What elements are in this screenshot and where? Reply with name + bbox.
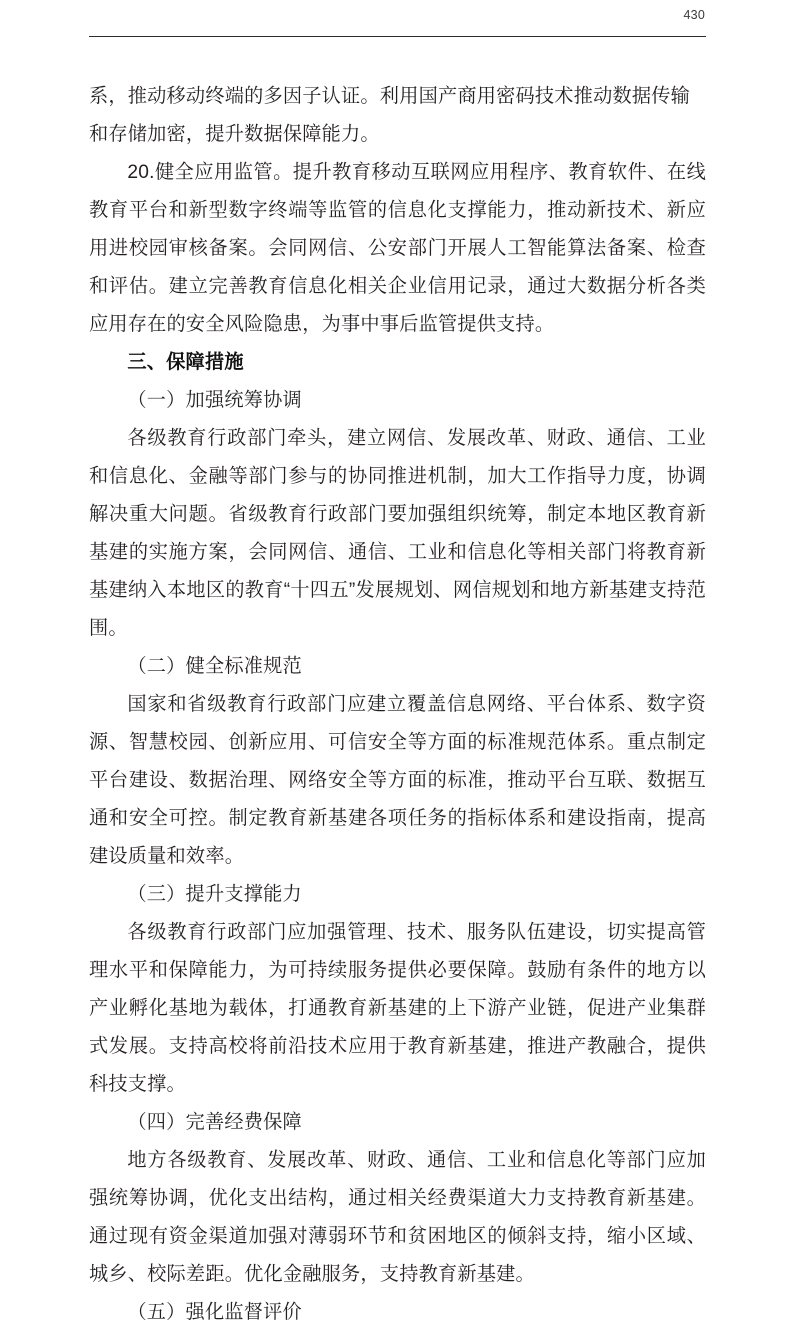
page-number: 430 — [683, 8, 705, 22]
paragraph-one-body: 各级教育行政部门牵头，建立网信、发展改革、财政、通信、工业和信息化、金融等部门参与的协同推进机制，加大工作指导力度，协调解决重大问题。省级教育行政部门要加强组织统筹，制定本地区教育新基建的实施方案，会同网信、通信、工业和信息化等相关部门将教育新基建纳入本地区的教育“十四五”发展规划、网信规划和地方新基建支持范围。 — [89, 428, 706, 639]
heading-section-three: 三、保障措施 — [127, 352, 244, 373]
subheading-one: （一）加强统筹协调 — [127, 390, 302, 411]
subheading-four: （四）完善经费保障 — [127, 1112, 302, 1133]
paragraph-two-body: 国家和省级教育行政部门应建立覆盖信息网络、平台体系、数字资源、智慧校园、创新应用、可信安全等方面的标准规范体系。重点制定平台建设、数据治理、网络安全等方面的标准，推动平台互联、数据互通和安全可控。制定教育新基建各项任务的指标体系和建设指南，提高建设质量和效率。 — [89, 694, 706, 867]
header-divider — [89, 36, 706, 37]
subheading-five: （五）强化监督评价 — [127, 1302, 302, 1323]
paragraph-four-body: 地方各级教育、发展改革、财政、通信、工业和信息化等部门应加强统筹协调，优化支出结构，通过相关经费渠道大力支持教育新基建。通过现有资金渠道加强对薄弱环节和贫困地区的倾斜支持，缩小区域、城乡、校际差距。优化金融服务，支持教育新基建。 — [89, 1150, 706, 1285]
paragraph-item-20: 20.健全应用监管。提升教育移动互联网应用程序、教育软件、在线教育平台和新型数字终端等监管的信息化支撑能力，推动新技术、新应用进校园审核备案。会同网信、公安部门开展人工智能算法备案、检查和评估。建立完善教育信息化相关企业信用记录，通过大数据分析各类应用存在的安全风险隐患，为事中事后监管提供支持。 — [89, 162, 706, 335]
subheading-two: （二）健全标准规范 — [127, 656, 302, 677]
paragraph-continuation: 系，推动移动终端的多因子认证。利用国产商用密码技术推动数据传输和存储加密，提升数据保障能力。 — [89, 86, 691, 145]
document-body — [89, 78, 706, 1332]
paragraph-three-body: 各级教育行政部门应加强管理、技术、服务队伍建设，切实提高管理水平和保障能力，为可持续服务提供必要保障。鼓励有条件的地方以产业孵化基地为载体，打通教育新基建的上下游产业链，促进产业集群式发展。支持高校将前沿技术应用于教育新基建，推进产教融合，提供科技支撑。 — [89, 922, 706, 1095]
subheading-three: （三）提升支撑能力 — [127, 884, 302, 905]
